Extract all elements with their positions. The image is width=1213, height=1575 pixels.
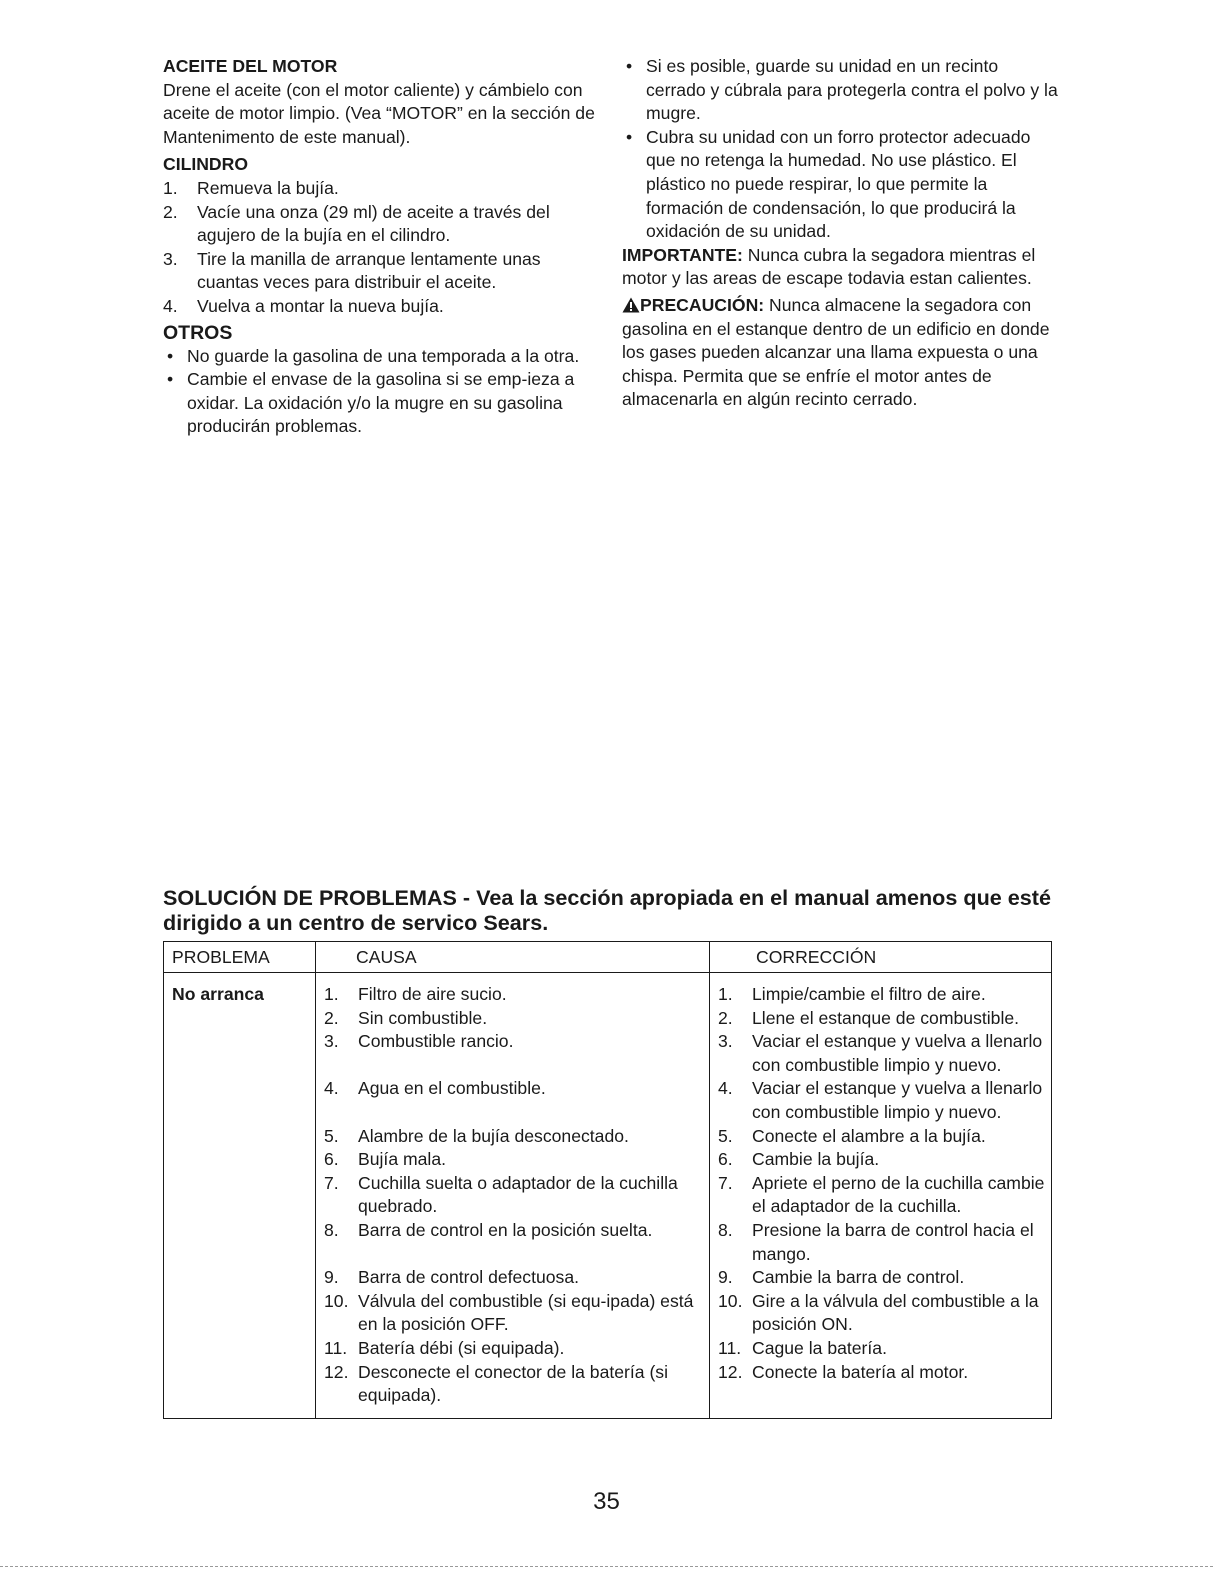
aceite-title: ACEITE DEL MOTOR xyxy=(163,56,338,76)
list-item: • No guarde la gasolina de una temporada a la otra. xyxy=(167,345,580,366)
cause-item: 9. Barra de control defectuosa. xyxy=(324,1267,580,1288)
troubleshooting-heading: SOLUCIÓN DE PROBLEMAS - Vea la sección apropiada en el manual amenos que esté dirigido a un centro de servico Sears. xyxy=(163,885,1051,935)
cause-item: 4. Agua en el combustible. xyxy=(324,1078,546,1099)
list-item: 1. Remueva la bujía. xyxy=(163,177,339,198)
correction-item: 3. Vaciar el estanque y vuelva a llenarlo con combustible limpio y nuevo. xyxy=(718,1031,1043,1075)
correction-cell xyxy=(710,973,1052,1419)
correction-item: 8. Presione la barra de control hacia el mango. xyxy=(718,1219,1034,1264)
cause-item: 1. Filtro de aire sucio. xyxy=(324,984,507,1004)
aceite-text: Drene el aceite (con el motor caliente) y cámbielo con aceite de motor limpio. (Vea “MOTOR” en la sección de Mantenimento de este manual). xyxy=(163,79,595,147)
list-item: 3. Tire la manilla de arranque lentamente unas cuantas veces para distribuir el aceite. xyxy=(163,248,541,293)
list-item: • Si es posible, guarde su unidad en un recinto cerrado y cúbrala para protegerla contra el polvo y la mugre. xyxy=(626,56,1058,124)
precaucion-label: PRECAUCIÓN: xyxy=(640,294,765,315)
problem-cell: No arranca xyxy=(164,973,316,1419)
warning-triangle-icon xyxy=(622,297,640,313)
bottom-rule xyxy=(0,1566,1213,1567)
cause-item: 5. Alambre de la bujía desconectado. xyxy=(324,1125,629,1146)
correction-item: 1. Limpie/cambie el filtro de aire. xyxy=(718,984,986,1004)
importante-note: IMPORTANTE: Nunca cubra la segadora mientras el motor y las areas de escape todavia estan calientes. xyxy=(622,244,1036,289)
cause-item: 3. Combustible rancio. xyxy=(324,1031,514,1052)
cilindro-list xyxy=(163,177,603,319)
troubleshooting-table xyxy=(163,941,1052,1419)
list-item: • Cambie el envase de la gasolina si se emp-ieza a oxidar. La oxidación y/o la mugre en su gasolina producirán problemas. xyxy=(167,369,575,437)
right-column xyxy=(622,55,1062,412)
correction-item: 11. Cague la batería. xyxy=(718,1337,887,1358)
correction-item: 2. Llene el estanque de combustible. xyxy=(718,1007,1020,1028)
correction-item: 5. Conecte el alambre a la bujía. xyxy=(718,1125,986,1146)
cause-item: 6. Bujía mala. xyxy=(324,1149,447,1170)
correction-item: 10. Gire a la válvula del combustible a la posición ON. xyxy=(718,1290,1039,1335)
cause-item: 11. Batería débi (si equipada). xyxy=(324,1337,565,1358)
list-item: 4. Vuelva a montar la nueva bujía. xyxy=(163,295,444,316)
column-header-correction: CORRECCIÓN xyxy=(710,942,1052,973)
list-item: • Cubra su unidad con un forro protector adecuado que no retenga la humedad. No use plástico. El plástico no puede respirar, lo que permite la formación de condensación, lo que producirá la oxidación de su unidad. xyxy=(626,126,1031,242)
correction-item: 4. Vaciar el estanque y vuelva a llenarlo con combustible limpio y nuevo. xyxy=(718,1078,1043,1122)
list-item: 2. Vacíe una onza (29 ml) de aceite a través del agujero de la bujía en el cilindro. xyxy=(163,201,550,246)
correction-item: 7. Apriete el perno de la cuchilla cambie el adaptador de la cuchilla. xyxy=(718,1172,1045,1217)
page-number: 35 xyxy=(593,1488,620,1515)
otros-title: OTROS xyxy=(163,321,233,344)
cause-item: 7. Cuchilla suelta o adaptador de la cuchilla quebrado. xyxy=(324,1172,678,1217)
left-column xyxy=(163,55,603,439)
correction-item: 6. Cambie la bujía. xyxy=(718,1149,880,1170)
correction-item: 12. Conecte la batería al motor. xyxy=(718,1361,969,1382)
cause-item: 12. Desconecte el conector de la batería (si equipada). xyxy=(324,1361,669,1406)
storage-list xyxy=(622,55,1062,244)
cilindro-title: CILINDRO xyxy=(163,154,249,175)
cause-item: 2. Sin combustible. xyxy=(324,1007,488,1028)
otros-list xyxy=(163,345,603,439)
cause-cell xyxy=(316,973,710,1419)
precaucion-note: PRECAUCIÓN: Nunca almacene la segadora con gasolina en el estanque dentro de un edificio en donde los gases pueden alcanzar una llama expuesta o una chispa. Permita que se enfríe el motor antes de almacenarla en algún recinto cerrado. xyxy=(622,294,1050,410)
cause-item: 10. Válvula del combustible (si equ-ipada) está en la posición OFF. xyxy=(324,1290,694,1335)
table-row xyxy=(164,973,1052,1419)
importante-label: IMPORTANTE: xyxy=(622,244,743,265)
correction-item: 9. Cambie la barra de control. xyxy=(718,1267,965,1288)
cause-item: 8. Barra de control en la posición suelta. xyxy=(324,1219,653,1240)
column-header-problem: PROBLEMA xyxy=(164,942,316,973)
column-header-cause: CAUSA xyxy=(316,942,710,973)
